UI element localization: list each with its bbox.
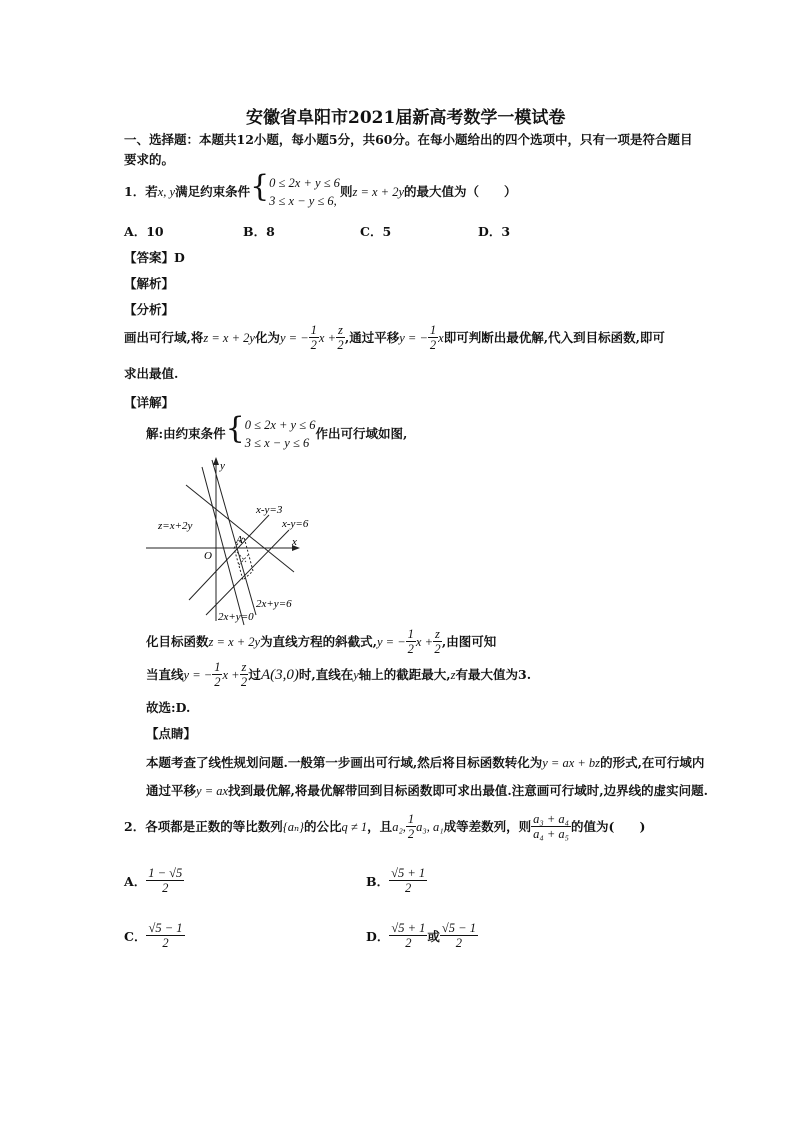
graph-line-2xy0: 2x+y=0 <box>218 611 254 623</box>
detail-line-2: 化目标函数z = x + 2y为直线方程的斜截式,y = − $\frac{1}{2}$ x + $\frac{z}{2}$ ,由图可知 <box>146 627 497 656</box>
analysis-line: 画出可行域,将z = x + 2y化为y = − $\frac{1}{2}$ x + $\frac{z}{2}$ ,通过平移y = − $\frac{1}{2}$ x即可判断出最优解,代入到目标函数,即可 <box>124 323 665 352</box>
graph-y-label: y <box>220 460 225 472</box>
analysis-line-2: 求出最值. <box>124 366 179 381</box>
jiexi-heading: 【解析】 <box>124 276 175 291</box>
section-header: 一、选择题：本题共12小题，每小题5分，共60分。在每小题给出的四个选项中，只有一项是符合题目 <box>124 132 693 147</box>
graph-x-label: x <box>292 536 297 548</box>
fenxi-heading: 【分析】 <box>124 302 175 317</box>
graph-point-a: A <box>236 534 243 546</box>
dianjing-heading: 【点睛】 <box>146 726 197 741</box>
graph-line-2xy6: 2x+y=6 <box>256 598 292 610</box>
q1-option-b: B．8 <box>243 224 275 239</box>
graph-line-z: z=x+2y <box>158 520 193 532</box>
question-2: 2．各项都是正数的等比数列{aₙ}的公比q ≠ 1，且a₂, $\frac{1}{2}$ a₃, a₁成等差数列，则 $\frac{\text{a₃ + a₄}}{\text{a₄ + a₅}}$ 的值为( ) <box>124 812 646 841</box>
graph-line-xy3: x-y=3 <box>256 504 283 516</box>
q2-option-d: D． $\frac{√5 + 1}{2}$ 或 $\frac{√5 - 1}{2}$ <box>366 921 476 950</box>
detail-line-3: 当直线y = − $\frac{1}{2}$ x + $\frac{z}{2}$ 过A(3,0)时,直线在y轴上的截距最大,z有最大值为3. <box>146 660 532 689</box>
detail-line-1: 解:由约束条件{ 0 ≤ 2x + y ≤ 6 3 ≤ x − y ≤ 6 作出可行域如图, <box>146 411 408 450</box>
constraint-system: 0 ≤ 2x + y ≤ 6 3 ≤ x − y ≤ 6, <box>269 175 340 208</box>
brace: { <box>250 169 270 204</box>
q1-option-d: D．3 <box>478 224 511 239</box>
note-line-2: 通过平移y = ax找到最优解,将最优解带回到目标函数即可求出最值.注意画可行域时,边界线的虚实问题. <box>146 783 708 798</box>
graph-origin-label: O <box>204 550 212 562</box>
q1-option-a: A．10 <box>124 224 164 239</box>
constraint-system: 0 ≤ 2x + y ≤ 6 3 ≤ x − y ≤ 6 <box>244 417 316 450</box>
q2-option-b: B． $\frac{√5 + 1}{2}$ <box>366 866 426 895</box>
page-title: 安徽省阜阳市2021届新高考数学一模试卷 <box>246 108 566 128</box>
section-header-cont: 要求的。 <box>124 152 175 167</box>
xiangjie-heading: 【详解】 <box>124 395 175 410</box>
note-line-1: 本题考查了线性规划问题.一般第一步画出可行域,然后将目标函数转化为y = ax + bz的形式,在可行域内 <box>146 755 705 770</box>
choice-line: 故选:D. <box>146 700 191 715</box>
q2-option-a: A． $\frac{1 - √5}{2}$ <box>124 866 183 895</box>
answer: 【答案】D <box>124 250 185 265</box>
q2-option-c: C． $\frac{√5 - 1}{2}$ <box>124 921 183 950</box>
graph-line-xy6: x-y=6 <box>282 518 309 530</box>
question-1: 1．若x, y满足约束条件{ 0 ≤ 2x + y ≤ 6 3 ≤ x − y ≤ 6, 则z = x + 2y的最大值为（ ） <box>124 169 517 208</box>
q1-option-c: C．5 <box>360 224 392 239</box>
brace: { <box>225 411 245 446</box>
feasible-region-graph <box>144 455 309 625</box>
